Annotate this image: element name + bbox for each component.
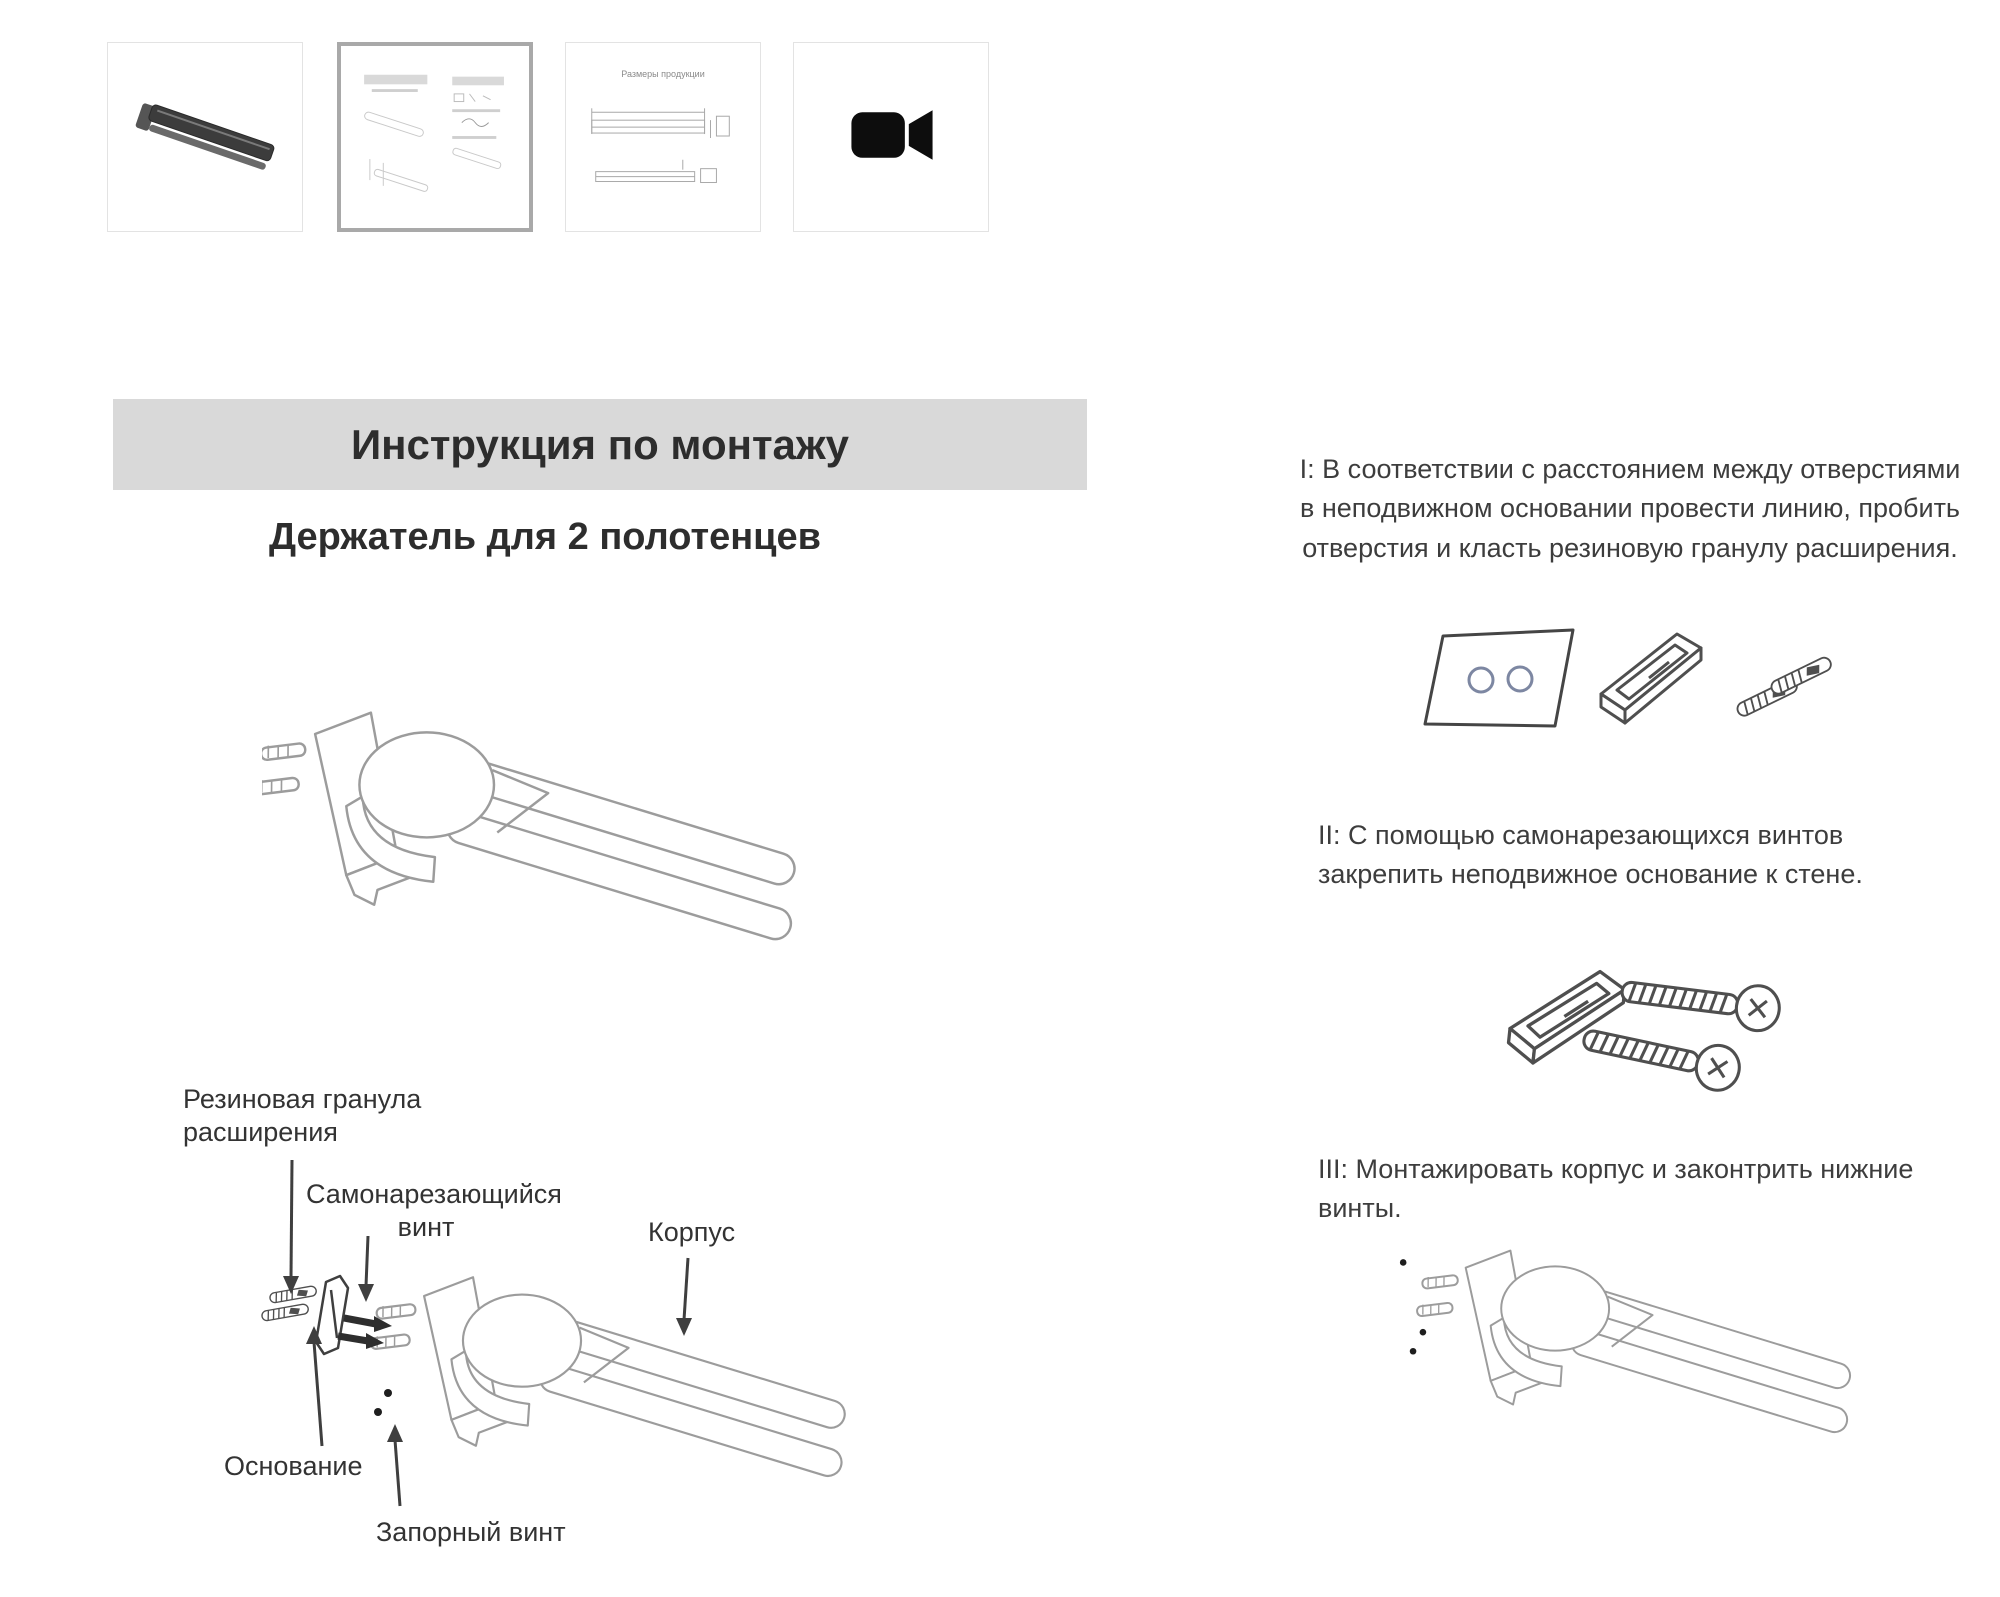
exploded-parts-diagram bbox=[150, 1150, 960, 1570]
step-1-text: I: В соответствии с расстоянием между отверстиями в неподвижном основании провести линию, пробить отверстия и класть резиновую гранулу расширения. bbox=[1299, 454, 1961, 563]
thumbnail-product-photo[interactable] bbox=[107, 42, 303, 232]
label-locking-screw: Запорный винт bbox=[376, 1517, 566, 1547]
thumbnail-dimensions-sheet[interactable] bbox=[565, 42, 761, 232]
step-3-drawing bbox=[1392, 1228, 1892, 1464]
instruction-sheet-preview bbox=[341, 46, 529, 228]
label-base: Основание bbox=[224, 1451, 363, 1481]
step-3-text: III: Монтажировать корпус и законтрить нижние винты. bbox=[1318, 1154, 1914, 1224]
label-body: Корпус bbox=[648, 1217, 736, 1247]
instruction-header-bar bbox=[113, 399, 1087, 490]
main-product-illustration bbox=[262, 693, 854, 972]
label-rubber-expansion-plug: Резиновая гранула расширения bbox=[183, 1084, 422, 1148]
exploded-parts-drawing bbox=[150, 1150, 960, 1570]
thumbnail-instruction-sheet[interactable] bbox=[337, 42, 533, 232]
product-subtitle: Держатель для 2 полотенцев bbox=[268, 516, 822, 558]
dimensions-sheet-title: Размеры продукции bbox=[621, 69, 705, 79]
towel-holder-drawing bbox=[262, 693, 854, 972]
step-3-illustration bbox=[1392, 1228, 1892, 1464]
step-1-illustration bbox=[1415, 608, 1915, 768]
step-2-drawing bbox=[1505, 912, 1905, 1092]
product-photo-preview bbox=[108, 43, 302, 231]
video-camera-icon bbox=[794, 43, 988, 231]
step-1-drawing bbox=[1415, 608, 1915, 768]
step-2-text: II: С помощью самонарезающихся винтов закрепить неподвижное основание к стене. bbox=[1318, 820, 1863, 890]
step-2-illustration bbox=[1505, 912, 1905, 1092]
instruction-title: Инструкция по монтажу bbox=[350, 420, 850, 468]
thumbnail-video[interactable] bbox=[793, 42, 989, 232]
label-self-tapping-screw: Самонарезающийся винт bbox=[306, 1179, 562, 1243]
